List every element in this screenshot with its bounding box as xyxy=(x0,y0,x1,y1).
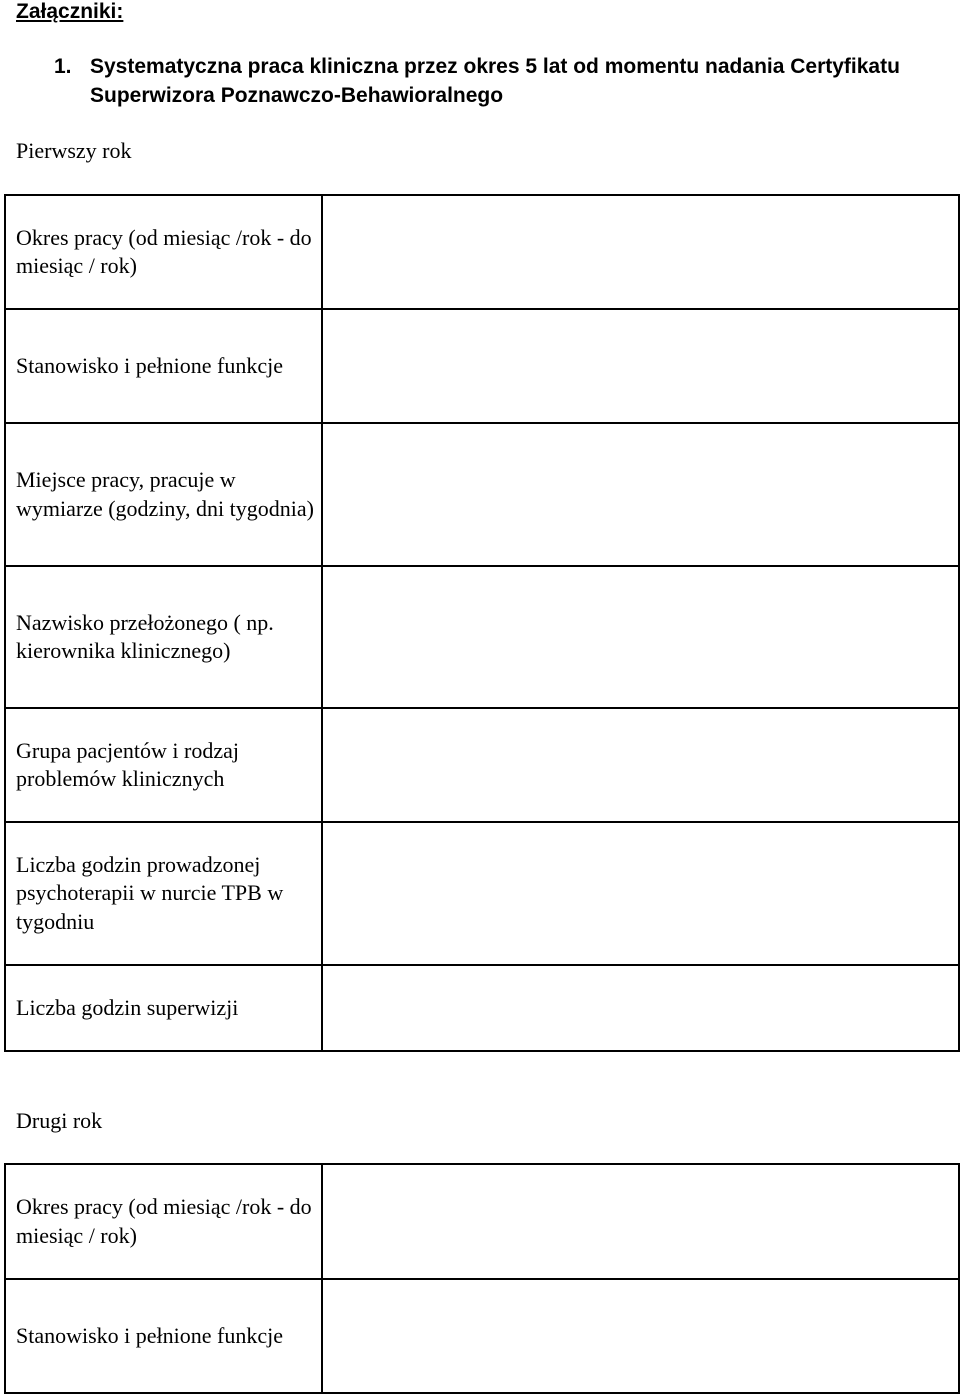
row-value-field[interactable] xyxy=(322,708,959,822)
table-row xyxy=(5,822,959,965)
first-year-table xyxy=(4,194,960,1052)
table-row xyxy=(5,708,959,822)
row-label: Okres pracy (od miesiąc /rok - do miesiąc / rok) xyxy=(5,195,322,309)
table-row xyxy=(5,195,959,309)
row-value-field[interactable] xyxy=(322,195,959,309)
row-value-field[interactable] xyxy=(322,1164,959,1279)
row-value-field[interactable] xyxy=(322,423,959,566)
item-number: 1. xyxy=(54,55,72,78)
table-row xyxy=(5,1279,959,1393)
row-label: Stanowisko i pełnione funkcje xyxy=(5,309,322,423)
attachments-heading: Załączniki: xyxy=(16,0,124,23)
table-row xyxy=(5,309,959,423)
row-value-field[interactable] xyxy=(322,965,959,1051)
table-row xyxy=(5,566,959,708)
row-label: Okres pracy (od miesiąc /rok - do miesiąc / rok) xyxy=(5,1164,322,1279)
row-label: Stanowisko i pełnione funkcje xyxy=(5,1279,322,1393)
item-text: Systematyczna praca kliniczna przez okres 5 lat od momentu nadania Certyfikatu Superwizora Poznawczo-Behawioralnego xyxy=(90,55,900,107)
section-label-first-year: Pierwszy rok xyxy=(16,138,132,163)
row-label: Miejsce pracy, pracuje w wymiarze (godziny, dni tygodnia) xyxy=(5,423,322,566)
row-label: Grupa pacjentów i rodzaj problemów klinicznych xyxy=(5,708,322,822)
row-label: Nazwisko przełożonego ( np. kierownika klinicznego) xyxy=(5,566,322,708)
row-label: Liczba godzin prowadzonej psychoterapii w nurcie TPB w tygodniu xyxy=(5,822,322,965)
section-label-second-year: Drugi rok xyxy=(16,1108,103,1133)
row-value-field[interactable] xyxy=(322,566,959,708)
row-value-field[interactable] xyxy=(322,822,959,965)
numbered-item xyxy=(54,52,954,110)
row-label: Liczba godzin superwizji xyxy=(5,965,322,1051)
table-row xyxy=(5,965,959,1051)
row-value-field[interactable] xyxy=(322,309,959,423)
row-value-field[interactable] xyxy=(322,1279,959,1393)
second-year-table xyxy=(4,1163,960,1394)
table-row xyxy=(5,423,959,566)
table-row xyxy=(5,1164,959,1279)
